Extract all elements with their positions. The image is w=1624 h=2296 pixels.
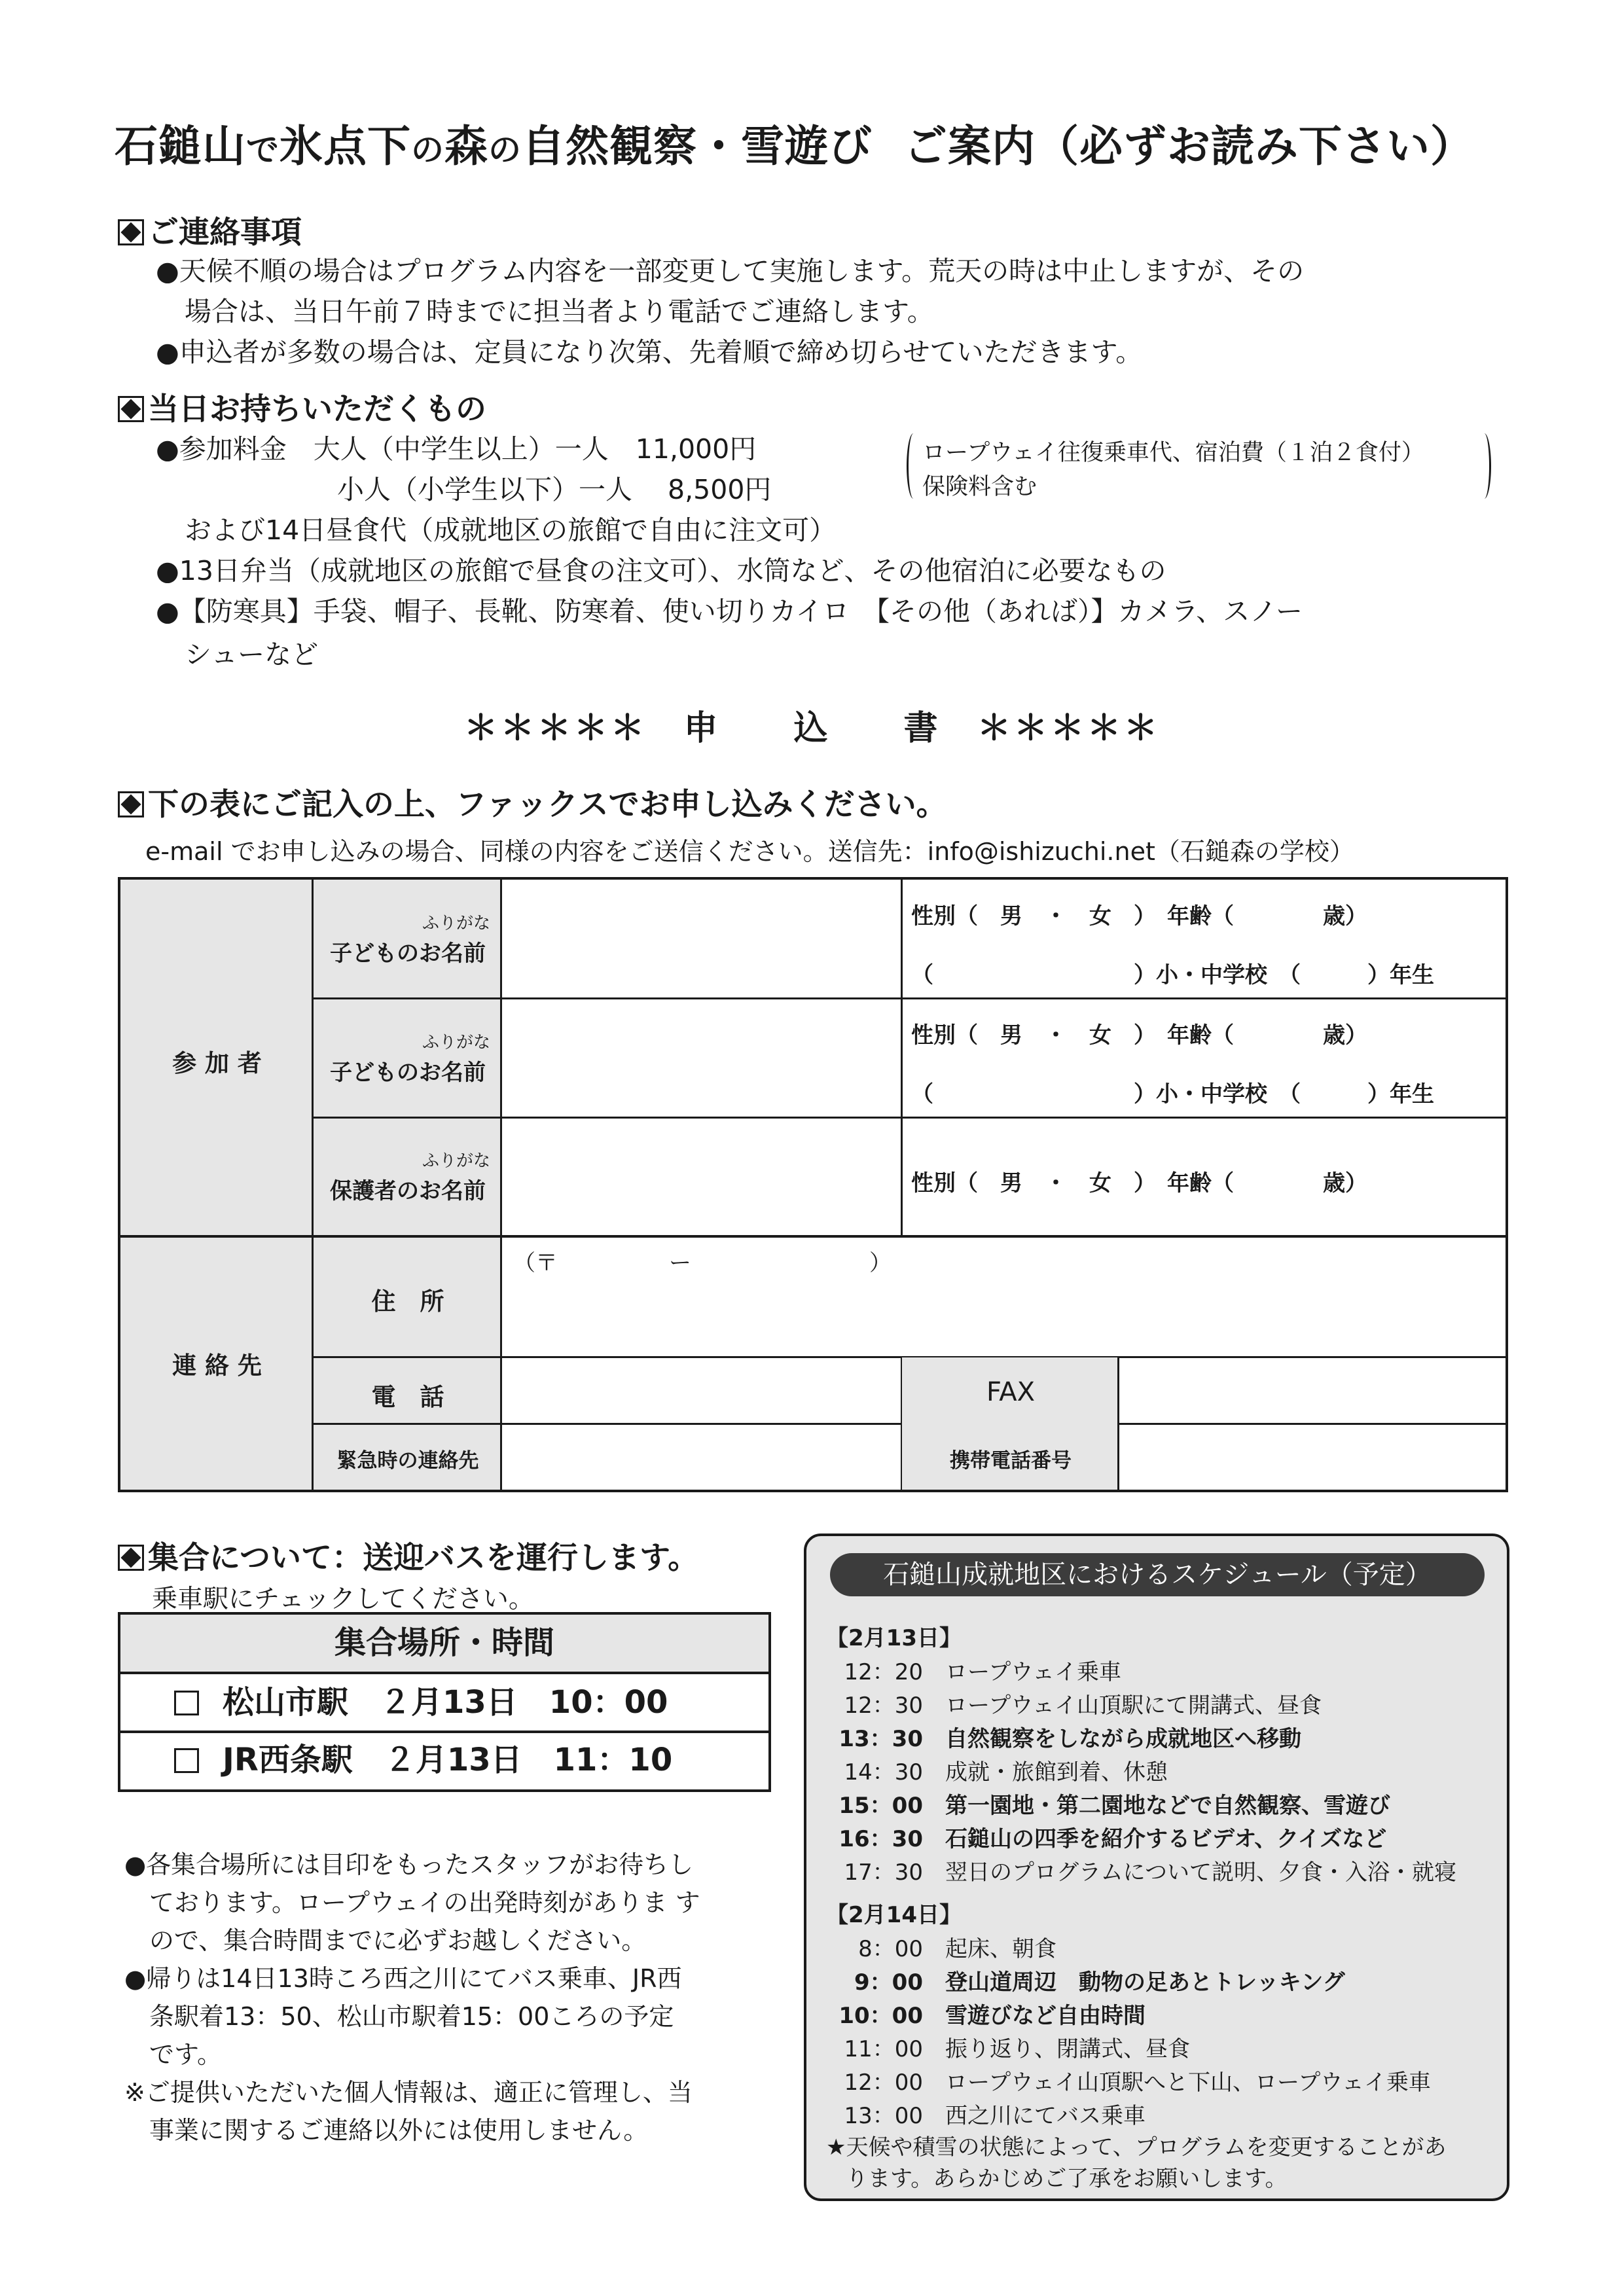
notice-line-3: ●申込者が多数の場合は、定員になり次第、先着順で締め切らせていただきます。 [156, 336, 1143, 368]
meeting-table [118, 1612, 771, 1792]
emergency-contact-label: 緊急時の連絡先 [336, 1449, 479, 1473]
schedule-day-2: 【2月14日】 [826, 1902, 962, 1928]
email-note: e-mail でお申し込みの場合、同様の内容をご送信ください。送信先：info@ishizuchi.net（石鎚森の学校） [145, 837, 1354, 866]
schedule-row [806, 1754, 1168, 1786]
schedule-row [806, 1854, 1456, 1886]
cold-gear-cont: シューなど [185, 639, 319, 670]
diamond-box-icon [118, 396, 144, 422]
schedule-activity: 翌日のプログラムについて説明、夕食・入浴・就寝 [945, 1859, 1456, 1886]
matsuyama-checkbox[interactable] [174, 1691, 199, 1715]
cold-gear: ●【防寒具】手袋、帽子、長靴、防寒着、使い切りカイロ 【その他（あれば）】カメラ、スノー [156, 596, 1303, 627]
schedule-day-1: 【2月13日】 [826, 1625, 962, 1651]
child-name-label-1: 子どものお名前 [330, 941, 486, 967]
meeting-heading: 集合について：送迎バスを運行します。 [118, 1534, 698, 1577]
furigana-label: ふりがな [422, 1033, 490, 1052]
gender-age-guardian: 性別（ 男 ・ 女 ） 年齢（ 歳） [911, 1170, 1367, 1196]
schedule-activity: 石鎚山の四季を紹介するビデオ、クイズなど [945, 1826, 1387, 1852]
schedule-row [806, 2064, 1431, 2096]
section-label-column [120, 880, 314, 1490]
fee-child: 小人（小学生以下）一人 8,500円 [337, 474, 772, 505]
schedule-activity: ロープウェイ山頂駅へと下山、ロープウェイ乗車 [945, 2070, 1431, 2096]
schedule-activity: 自然観察をしながら成就地区へ移動 [945, 1726, 1301, 1752]
close-paren-icon [1477, 433, 1491, 499]
schedule-time: 16：30 [839, 1826, 923, 1852]
schedule-note-1: ★天候や積雪の状態によって、プログラムを変更することがあ [826, 2134, 1447, 2161]
gender-age-2: 性別（ 男 ・ 女 ） 年齢（ 歳） [911, 1022, 1367, 1049]
lunch-14: および14日昼食代（成就地区の旅館で自由に注文可） [185, 514, 837, 546]
page-title: 石鎚山で氷点下の森の自然観察・雪遊び ご案内（必ずお読み下さい） [115, 121, 1474, 171]
schedule-row [806, 1964, 1345, 1996]
schedule-activity: 雪遊びなど自由時間 [945, 2003, 1146, 2029]
schedule-time: 10：00 [839, 2003, 923, 2029]
school-grade-1: （ ）小・中学校 （ ）年生 [911, 962, 1434, 988]
address-label: 住 所 [371, 1287, 444, 1316]
open-paren-icon [907, 433, 920, 499]
schedule-time: 12：20 [844, 1659, 923, 1685]
schedule-row [806, 2098, 1146, 2130]
notice-line-1: ●天候不順の場合はプログラム内容を一部変更して実施します。荒天の時は中止しますが、その [156, 255, 1305, 287]
child-name-label-2: 子どものお名前 [330, 1060, 486, 1086]
notice-line-2: 場合は、当日午前７時までに担当者より電話でご連絡します。 [185, 296, 934, 327]
schedule-time: 13：30 [839, 1726, 923, 1752]
diamond-box-icon [118, 1545, 144, 1571]
schedule-activity: ロープウェイ山頂駅にて開講式、昼食 [945, 1693, 1322, 1719]
child-name-field-1[interactable] [505, 881, 899, 996]
schedule-time: 17：30 [844, 1859, 923, 1886]
diamond-box-icon [118, 791, 144, 817]
schedule-box [804, 1534, 1509, 2201]
saijo-checkbox[interactable] [174, 1748, 199, 1773]
schedule-activity: ロープウェイ乗車 [945, 1659, 1121, 1685]
schedule-activity: 西之川にてバス乗車 [945, 2103, 1146, 2129]
schedule-time: 14：30 [844, 1759, 923, 1785]
schedule-row [806, 1787, 1390, 1820]
schedule-row [806, 1687, 1322, 1719]
fax-label: FAX [986, 1377, 1036, 1407]
schedule-time: 11：00 [844, 2036, 923, 2062]
schedule-row [806, 1654, 1121, 1686]
schedule-time: 13：00 [844, 2103, 923, 2129]
schedule-activity: 第一園地・第二園地などで自然観察、雪遊び [945, 1793, 1390, 1819]
notice-heading: ご連絡事項 [118, 208, 302, 252]
mobile-number-label: 携帯電話番号 [950, 1449, 1072, 1473]
guardian-name-field[interactable] [505, 1119, 899, 1234]
schedule-activity: 振り返り、閉講式、昼食 [945, 2036, 1190, 2062]
participants-label: 参 加 者 [172, 1049, 262, 1077]
phone-field[interactable] [505, 1359, 899, 1422]
schedule-activity: 登山道周辺 動物の足あとトレッキング [945, 1969, 1345, 1996]
items-heading: 当日お持ちいただくもの [118, 385, 486, 429]
form-title: ＊＊＊＊＊ 申 込 書 ＊＊＊＊＊ [463, 709, 1161, 748]
fax-field[interactable] [1122, 1359, 1507, 1422]
schedule-row [806, 1931, 1056, 1963]
fee-adult: ●参加料金 大人（中学生以上）一人 11,000円 [156, 433, 757, 465]
diamond-box-icon [118, 219, 144, 245]
form-heading: 下の表にご記入の上、ファックスでお申し込みください。 [118, 780, 947, 824]
meeting-notes: ●各集合場所には目印をもったスタッフがお待ちし ております。ロープウェイの出発時刻がありま す ので、集合時間までに必ずお越しください。 ●帰りは14日13時ころ西之川にてバス乗車、JR西 条駅着13：50、松山市駅着15：00ころの予定 です。 ※ご提供いただいた個人情報は、適正に管理し、当 事業に関するご連絡以外には使用しません。 [124, 1850, 700, 2145]
schedule-row [806, 1721, 1301, 1753]
schedule-time: 12：30 [844, 1693, 923, 1719]
application-table [118, 877, 1508, 1492]
schedule-row [806, 1821, 1386, 1853]
meeting-sub: 乗車駅にチェックしてください。 [152, 1585, 534, 1614]
mobile-number-field[interactable] [1122, 1426, 1507, 1488]
guardian-name-label: 保護者のお名前 [330, 1178, 486, 1204]
schedule-time: 8：00 [858, 1936, 923, 1962]
furigana-label: ふりがな [422, 914, 490, 933]
meeting-row-saijo: JR西条駅 ２月13日 11：10 [120, 1733, 768, 1789]
child-name-field-2[interactable] [505, 1000, 899, 1115]
phone-label: 電 話 [371, 1383, 444, 1411]
meeting-row-matsuyama: 松山市駅 ２月13日 10：00 [120, 1674, 768, 1733]
schedule-time: 15：00 [839, 1793, 923, 1819]
lunch-13: ●13日弁当（成就地区の旅館で昼食の注文可）、水筒など、その他宿泊に必要なもの [156, 555, 1166, 586]
fee-note: ロープウェイ往復乗車代、宿泊費（１泊２食付） 保険料含む [907, 432, 1496, 504]
contact-label: 連 絡 先 [172, 1352, 262, 1380]
school-grade-2: （ ）小・中学校 （ ）年生 [911, 1081, 1434, 1107]
schedule-row [806, 2031, 1190, 2063]
gender-age-1: 性別（ 男 ・ 女 ） 年齢（ 歳） [911, 903, 1367, 929]
furigana-label: ふりがな [422, 1151, 490, 1171]
schedule-title: 石鎚山成就地区におけるスケジュール（予定） [830, 1553, 1485, 1596]
emergency-contact-field[interactable] [505, 1426, 899, 1488]
schedule-activity: 起床、朝食 [945, 1936, 1056, 1962]
schedule-activity: 成就・旅館到着、休憩 [945, 1759, 1168, 1785]
schedule-row [806, 1998, 1146, 2030]
meeting-table-header: 集合場所・時間 [120, 1615, 768, 1674]
schedule-note-2: ります。あらかじめご了承をお願いします。 [846, 2166, 1288, 2192]
schedule-time: 9：00 [854, 1969, 923, 1996]
postal-code: （〒 ー ） [513, 1250, 892, 1276]
schedule-time: 12：00 [844, 2070, 923, 2096]
